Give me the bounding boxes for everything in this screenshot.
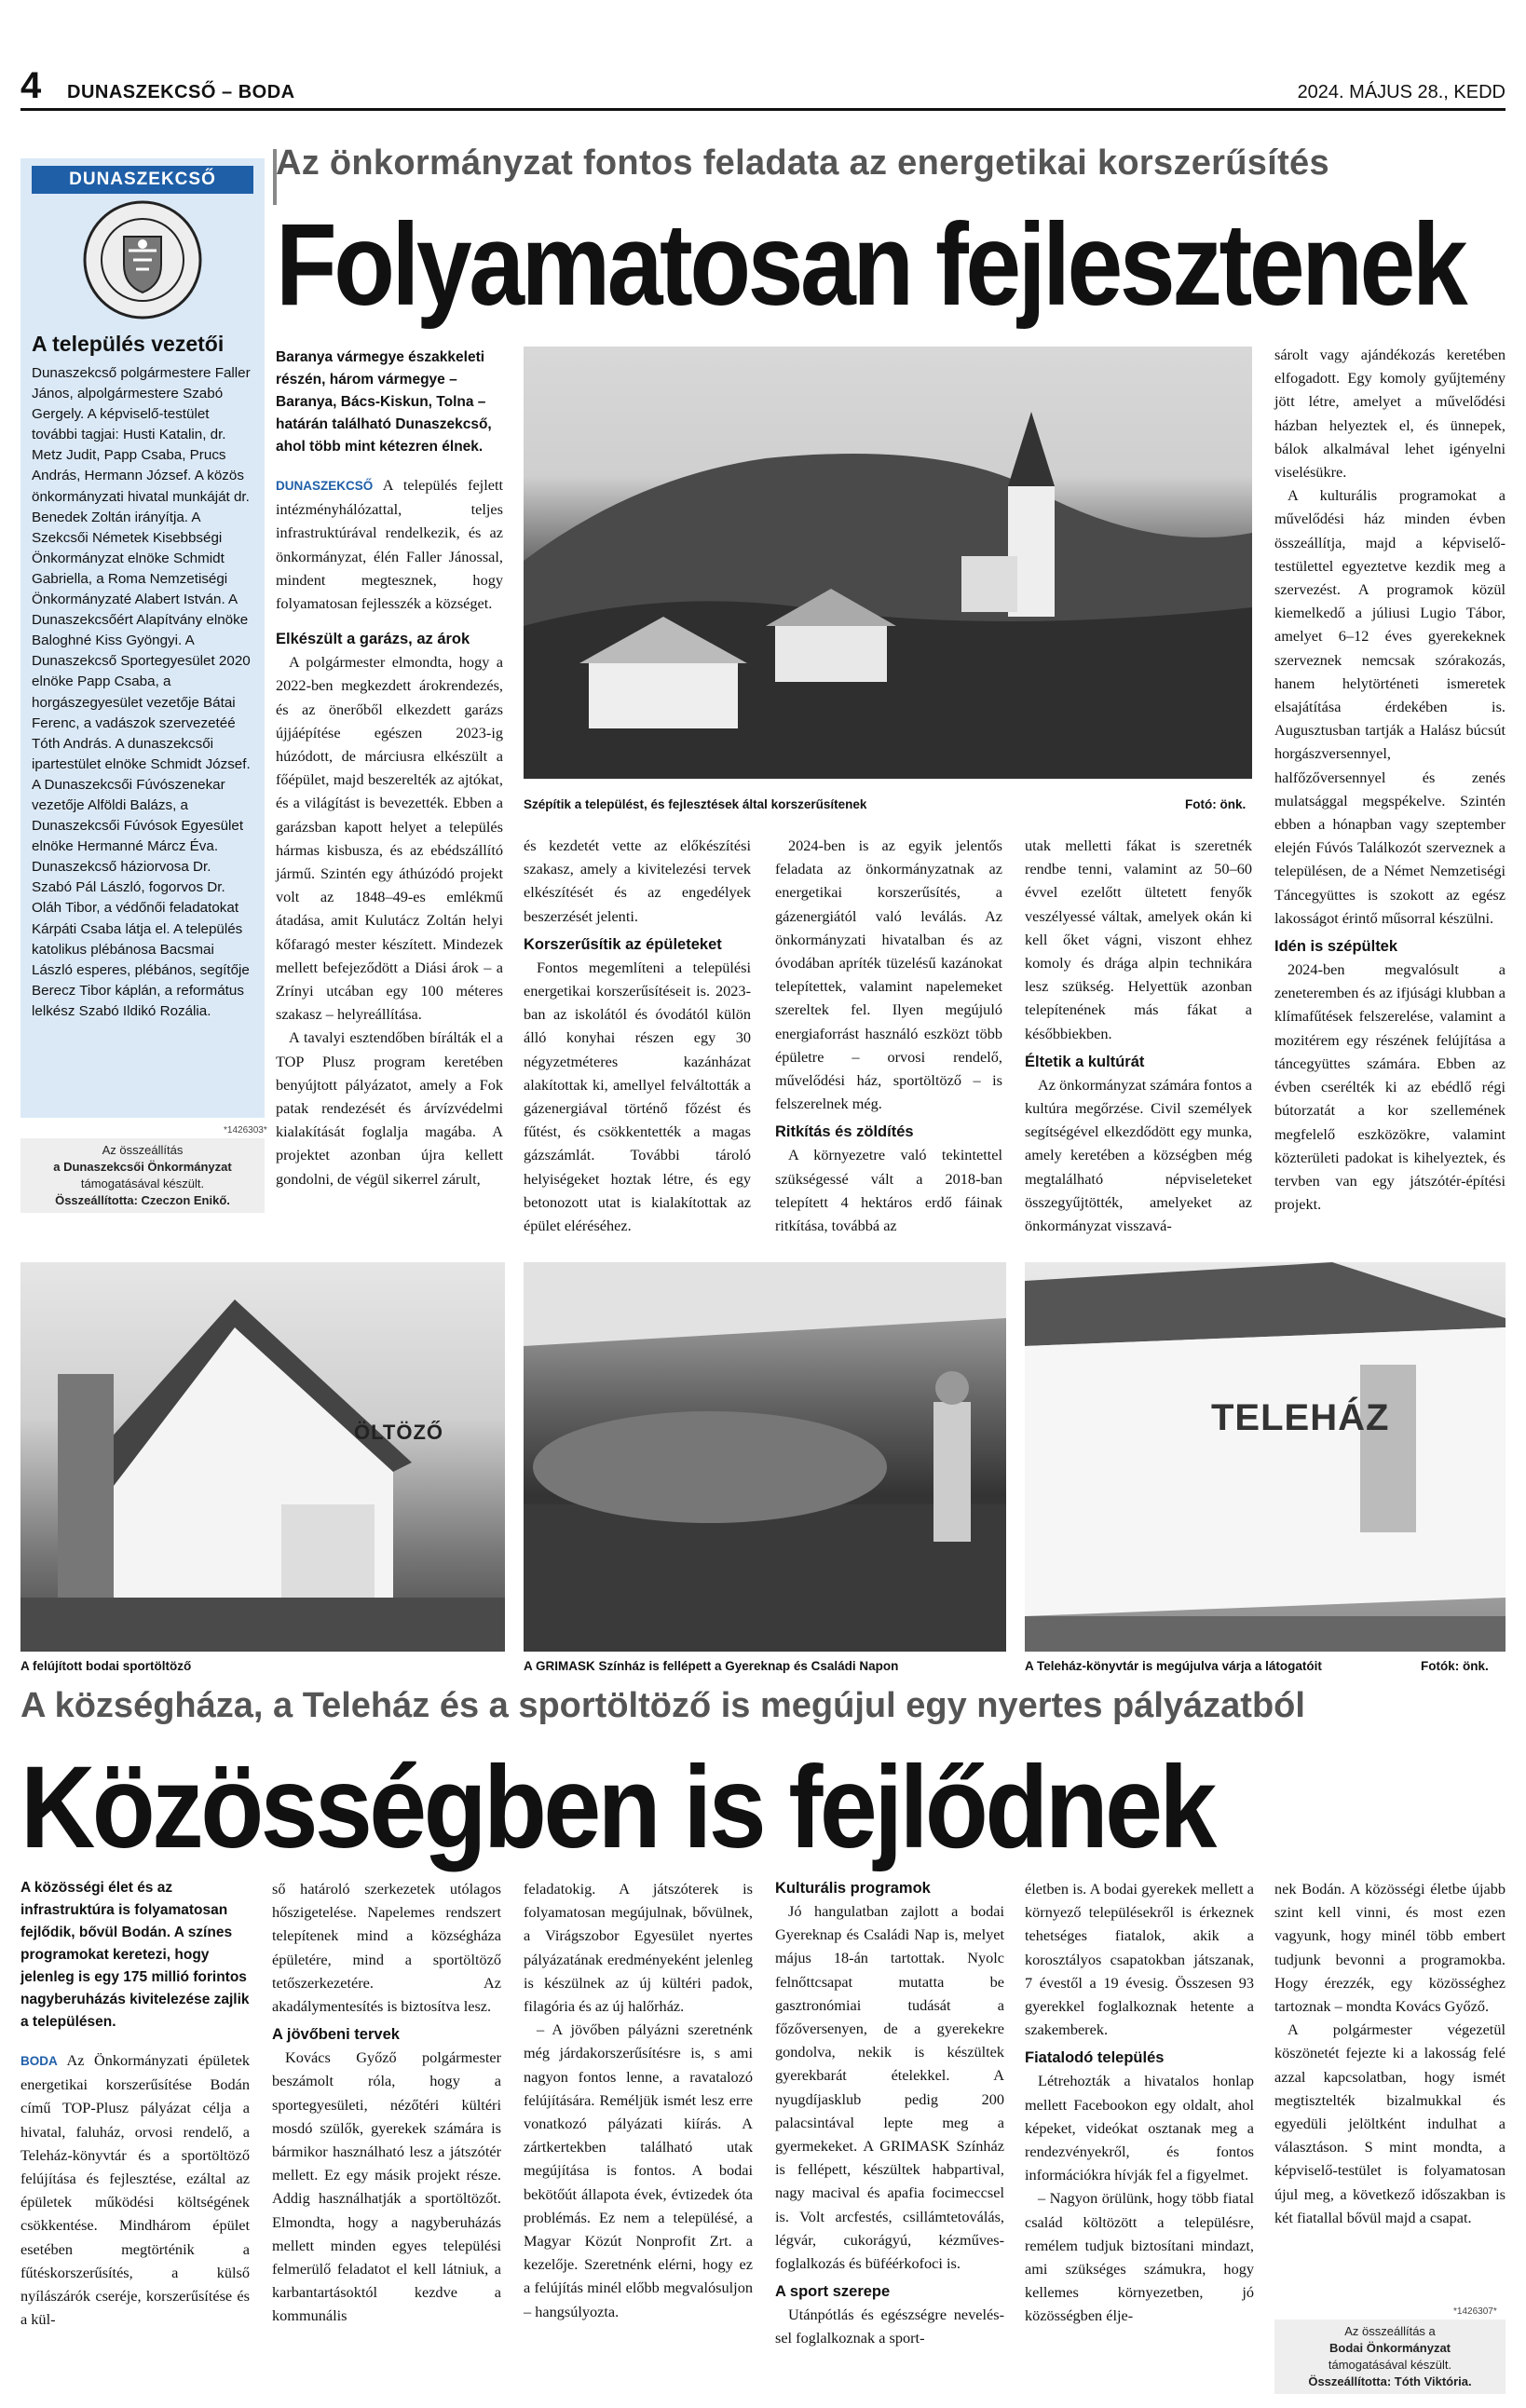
article1-para-4: Fontos megemlíteni a települési energetikai korszerűsítéseit is. 2023-ban az iskolától és óvodától külön álló konyhai részen egy 30 négyzetméteres kazánházat alakítottak ki, amellyel felváltották a gázenergiával történő főzést és fűtést, és csökkentették a magas gázszámlát. További tároló helyiségeket hoztak létre, és egy betonozott utat is kialakítottak az épület eléréséhez. xyxy=(524,958,751,1235)
article2-col1 xyxy=(20,1877,250,2331)
article2-para-4: feladatokig. A játszóterek is folyamatosan megújulnak, bővülnek, a Virágszobor Egyesület nyertes pályázatának eredményeként jelenleg is készülnek az új kültéri padok, filagória és az új halőrház. xyxy=(524,1880,753,2016)
article1-subhead-4: Éltetik a kultúrát xyxy=(1025,1053,1145,1070)
locker-building xyxy=(20,1262,505,1652)
article2-subhead-1: A jövőbeni tervek xyxy=(272,2026,400,2044)
article1-para-10: A kulturális programokat a művelődési ház minden évben összeállítja, majd a képviselő-testülettel egyeztetve kezdik meg a szervezést. A programok közül kiemelkedő a júliusi Lugio Tábor, amelyet 6–12 éves gyerekeknek szerveznek nemcsak szórakozás, hanem helytörténeti ismeretek elsajátítása érdekében is. Augusztusban tartják a Halász búcsút horgászversennyel, halfőzőversennyel és zenés mulatsággal megspékelve. Szintén ebben a hónapban vagy szeptember elején Fúvós Találkozót szerveznek a településen, de a Német Nemzetiségi Táncegyüttes is szokott az egész lakosságot érintő műsorral készülni. xyxy=(1274,486,1506,927)
article2-para-9: Létrehozták a hivatalos honlap mellett Facebookon egy oldalt, ahol képeket, videókat osztanak meg a rendezvényekről, és fontos információkra hívják fel a figyelmet. xyxy=(1025,2072,1254,2184)
article2-subhead-4: Fiatalodó település xyxy=(1025,2049,1165,2067)
photo-caption-1: A felújított bodai sportöltöző xyxy=(20,1659,192,1673)
sidebar-support-note: Az összeállítás a Dunaszekcsői Önkormányzat támogatásával készült. Összeállította: Czeczon Enikő. xyxy=(20,1138,265,1213)
telehaz-photo xyxy=(1025,1262,1506,1652)
photo-caption-3: A Teleház-könyvtár is megújulva várja a látogatóit xyxy=(1025,1659,1322,1673)
article2-para-3: Kovács Győző polgármester beszámolt róla, hogy a sportegyesületi, nézőtéri kültéri mosdó szülők, gyerekek számára is bármikor használható lesz a játszótér mellett. Ez egy másik projekt része. Addig használhatják a sportöltözőt. Elmondta, hogy a nagyberuházás mellett minden egyes települési felmerülő feladatot el kell látniuk, a karbantartásoktól kezdve a kommunális xyxy=(272,2048,501,2325)
article2-col3 xyxy=(524,1877,753,2323)
header-rule xyxy=(20,108,1506,111)
article1-subhead-5: Idén is szépültek xyxy=(1274,938,1398,956)
sidebar-leaders-text: Dunaszekcső polgármestere Faller János, alpolgármestere Szabó Gergely. A képviselő-testület további tagjai: Husti Katalin, dr. Metz Judit, Papp Csaba, Prucs András, Hermann József. A közös önkormányzati hivatal munkáját dr. Benedek Zoltán irányítja. A Szekcsői Németek Kisebbségi Önkormányzat elnöke Schmidt Gabriella, a Roma Nemzetiségi Önkormányzaté Alabert István. A Dunaszekcsőért Alapítvány elnöke Baloghné Kiss Gyöngyi. A Dunaszekcső Sportegyesület 2020 elnöke Papp Csaba, a horgászegyesület vezetője Bátai Ferenc, a vadászok szervezetéé Tóth András. A dunaszekcsői ipartestület elnöke Schmidt József. A Dunaszekcsői Fúvószenekar vezetője Alföldi Balázs, a Dunaszekcsői Fúvósok Egyesület elnöke Hermanné Márcz Éva. Dunaszekcső háziorvosa Dr. Szabó Pál László, fogorvos Dr. Oláh Tibor, a védőnői feladatokat Kárpáti Csaba látja el. A település katolikus plébánosa Bacsmai László esperes, plébános, segítője Berecz Tibor káplán, a református lelkész Szabó Ildikó Rozália. xyxy=(32,365,251,1019)
main-village-photo xyxy=(524,347,1252,779)
sidebar-code: *1426303* xyxy=(224,1125,267,1136)
article2-para-1: Az Önkormányzati épületek energetikai korszerűsítése Bodán című TOP-Plusz pályázat célja a hivatal, faluház, orvosi rendelő, a Teleház-könyvtár és a sportöltöző felújítása és fejlesztése, ezáltal az épületek működési költségének csökkentése. Mindhárom épület esetében megtörténik a fűtéskorszerűsítés, a külső nyílászárók cseréje, korszerűsítése és a kül- xyxy=(20,2051,251,2329)
article1-para-5: 2024-ben is az egyik jelentős feladata az önkormányzatnak az energetikai korszerűsítés, a gázenergiától való leválás. Az önkormányzati hivatalban és az óvodában apríték tüzelésű kazánokat telepítettek, valamint napelemeket szereltek fel. Ilyen megújuló energiaforrást használó eszközt több épületre – orvosi rendelő, művelődési ház, sportöltöző – is felszerelnek még. xyxy=(775,837,1002,1113)
section-title: DUNASZEKCSŐ – BODA xyxy=(67,82,295,102)
article1-col2 xyxy=(524,834,751,1237)
article2-col5 xyxy=(1025,1877,1254,2328)
article1-para-3: és kezdetét vette az előkészítési szakasz, amely a kivitelezési tervek elkészítését és az engedélyek beszerzését jelenti. xyxy=(524,837,751,925)
article2-para-6: Jó hangulatban zajlott a bodai Gyereknap és Családi Nap is, melyet május 18-án tartottak. Nyolc felnőttcsapat mutatta be gasztronómiai tudását a főzőversenyen, de a gyerekekre gondolva, nekik is készültek gyerekbarát ételekkel. A nyugdíjasklub pedig 200 palacsintával lepte meg a gyermekeket. A GRIMASK Színház is fellépett, készültek habpartival, nagy macival és apafia focimeccsel is. Volt arcfestés, csillámtetoválás, légvár, cukorágyú, kézműves-foglalkozás és büféérkofoci is. xyxy=(775,1902,1004,2273)
article2-subhead-3: A sport szerepe xyxy=(775,2283,891,2301)
article1-subhead-1: Elkészült a garázs, az árok xyxy=(276,631,470,648)
village-scene xyxy=(524,347,1252,779)
locker-sign: ÖLTÖZŐ xyxy=(354,1421,444,1444)
article2-para-11: nek Bodán. A közösségi életbe újabb szint kell vinni, és most ezen vagyunk, hogy minél több embert tudjunk bevonni a programokba. Hogy érezzék, egy közösséghez tartoznak – mondta Kovács Győző. xyxy=(1274,1880,1506,2016)
article1-lead: Baranya vármegye északkeleti részén, három vármegye – Baranya, Bács-Kiskun, Tolna – határán található Dunaszekcső, ahol több mint kétezren élnek. xyxy=(276,349,492,455)
article1-kicker: Az önkormányzat fontos feladata az energetikai korszerűsítés xyxy=(276,143,1329,183)
article2-col2 xyxy=(272,1877,501,2328)
article2-col6 xyxy=(1274,1877,1506,2229)
article2-title: Közösségben is fejlődnek xyxy=(20,1743,1214,1872)
sidebar-box xyxy=(20,158,265,1118)
article1-para-8: Az önkormányzat számára fontos a kultúra megőrzése. Civil személyek segítségével elkezdődött egy munka, amely keretében a községben még megtalálható népviseleteket összegyűjtötték, amelyeket az önkormányzat visszavá- xyxy=(1025,1075,1252,1235)
article1-para-7: utak melletti fákat is szeretnék rendbe tenni, valamint az 50–60 évvel ezelőtt ültetett fenyők veszélyessé váltak, amelyek okán ki kell őket vágni, viszont ehhez komoly és drága alpin technikára lesz szükség. Helyettük azonban telepítenének más fákat a későbbiekben. xyxy=(1025,837,1252,1042)
article2-para-7: Utánpótlás és egészségre neveléssel foglalkoznak a sport- xyxy=(775,2306,1004,2347)
article1-col3 xyxy=(775,834,1002,1237)
main-photo-credit: Fotó: önk. xyxy=(1185,797,1247,811)
article2-para-5: – A jövőben pályázni szeretnénk még járdakorszerűsítésre is, s ami nagyon fontos lenne, a ravatalozó felújítására. Reméljük ismét lesz erre vonatkozó pályázati kiírás. A zártkertekben található utak megújítása is fontos. A bodai bekötőút állapota évek, évtizedek óta problémás. Ez nem a településé, a Magyar Közút Nonprofit Zrt. a kezelője. Szeretnénk elérni, hogy ez a felújítás minél előbb megvalósuljon – hangsúlyozta. xyxy=(524,2020,753,2320)
article1-para-2: A tavalyi esztendőben bírálták el a TOP Plusz program keretében benyújtott pályázatot, amely a Fok patak rendezését és árvízvédelmi kialakítását foglalja magába. A projektet azonban újra kellett gondolni, de végül sikerrel zárult, xyxy=(276,1028,503,1188)
telehaz-sign: TELEHÁZ xyxy=(1211,1397,1390,1438)
photo-caption-2: A GRIMASK Színház is fellépett a Gyereknap és Családi Napon xyxy=(524,1659,899,1673)
photos-credit: Fotók: önk. xyxy=(1421,1659,1489,1673)
article2-lead: A közösségi élet és az infrastruktúra is folyamatosan fejlődik, bővül Bodán. A színes programokat keretezi, hogy jelenleg is egy 175 millió forintos nagyberuházás kivitelezése zajlik a településen. xyxy=(20,1880,250,2030)
article1-para-6: A környezetre való tekintettel szükségessé vált a 2018-ban telepített 4 hektáros erdő fáinak ritkítása, továbbá az xyxy=(775,1146,1002,1235)
article2-para-8: életben is. A bodai gyerekek mellett a környező településekről is érkeznek tehetséges fiatalok, akik a korosztályos csapatokban játszanak, 7 évestől a 19 évesig. Összesen 93 gyerekkel foglalkoznak hetente a szakemberek. xyxy=(1025,1880,1254,2039)
article2-para-10: – Nagyon örülünk, hogy több fiatal család költözött a településre, remélem tudjuk biztosítani mindazt, ami szükséges számukra, hogy kellemes környezetben, jó közösségben élje- xyxy=(1025,2189,1254,2325)
article1-subhead-2: Korszerűsítik az épületeket xyxy=(524,935,722,953)
telehaz-building xyxy=(1025,1262,1506,1652)
sidebar-heading: A település vezetői xyxy=(32,332,225,356)
article2-subhead-2: Kulturális programok xyxy=(775,1880,931,1897)
article1-col4 xyxy=(1025,834,1252,1237)
sidebar-title-bar: DUNASZEKCSŐ xyxy=(32,166,253,194)
article1-signature: DUNASZEKCSŐ xyxy=(276,479,374,493)
article2-support-note: Az összeállítás a Bodai Önkormányzat támogatásával készült. Összeállította: Tóth Viktória. xyxy=(1274,2320,1506,2394)
issue-date: 2024. MÁJUS 28., KEDD xyxy=(1297,82,1506,102)
article1-para-9: sárolt vagy ajándékozás keretében elfogadott. Egy komoly gyűjtemény jött létre, amelyet a művelődési házban helyeztek el, és ünnepek, bálok alkalmával lehet igényelni viselésükre. xyxy=(1274,346,1506,482)
article1-title: Folyamatosan fejlesztenek xyxy=(276,200,1465,330)
article2-kicker: A községháza, a Teleház és a sportöltöző is megújul egy nyertes pályázatból xyxy=(20,1686,1305,1725)
article2-para-12: A polgármester végezetül köszönetét fejezte ki a lakosság felé azzal kapcsolatban, hogy ismét megtisztelték bizalmukkal és egyedüli jelöltként indulhat a választáson. S mint mondta, a képviselő-testület is folyamatosan újul meg, a következő időszakban is két fiatallal bővül majd a csapat. xyxy=(1274,2020,1506,2226)
article1-para-11: 2024-ben megvalósult a zeneteremben és az ifjúsági klubban a klímafűtések felszerelése, valamint a mozitérem egy részének felújítása a táncegyüttes számára. Ebben az évben cserélték ki az ebédlő régi bútorzatát a kor szellemének megfelelő eszközökre, valamint közterületi padokat is kihelyeztek, és tervben van egy játszótér-építési projekt. xyxy=(1274,960,1506,1214)
main-photo-caption: Szépítik a települést, és fejlesztések által korszerűsítenek xyxy=(524,797,867,811)
sports-locker-photo xyxy=(20,1262,505,1652)
article1-col1 xyxy=(276,347,503,1190)
article2-col4 xyxy=(775,1877,1004,2350)
tent-scene xyxy=(524,1262,1006,1652)
article2-signature: BODA xyxy=(20,2054,58,2068)
article1-col5 xyxy=(1274,343,1506,1216)
article1-subhead-3: Ritkítás és zöldítés xyxy=(775,1123,914,1141)
article1-para-1: A polgármester elmondta, hogy a 2022-ben megkezdett árokrendezés, és az önerőből elkezdett garázs újjáépítése egészen 2023-ig húzódott, de márciusra elkészült a főépület, majd beszerelték az ajtókat, és a világítást is bevezették. Ebben a garázsban kapott helyet a település hármas kisbusza, és az ebédszállító jármű. Szintén egy áthúzódó projekt volt az 1848–49-es emlékmű átadása, amit Kulutácz Zoltán helyi kőfaragó mester készített. Mindezek mellett befejeződött a Diási árok – a Zrínyi utcában egy 100 méteres szakasz – helyreállítása. xyxy=(276,653,503,1024)
article2-para-2: ső határoló szerkezetek utólagos hőszigetelése. Napelemes rendszert telepítenek mind a községháza épületére, mind a sportöltöző tetőszerkezetére. Az akadálymentesítés is biztosítva lesz. xyxy=(272,1880,501,2016)
article1-intro: A település fejlett intézményhálózattal, teljes infrastruktúrával rendelkezik, és az önkormányzat, élén Faller Jánossal, mindent megtesznek, hogy folyamatosan fejlesszék a községet. xyxy=(276,476,504,613)
page-number: 4 xyxy=(20,65,42,106)
town-crest-icon xyxy=(82,199,203,320)
article2-code: *1426307* xyxy=(1453,2306,1497,2317)
theater-event-photo xyxy=(524,1262,1006,1652)
